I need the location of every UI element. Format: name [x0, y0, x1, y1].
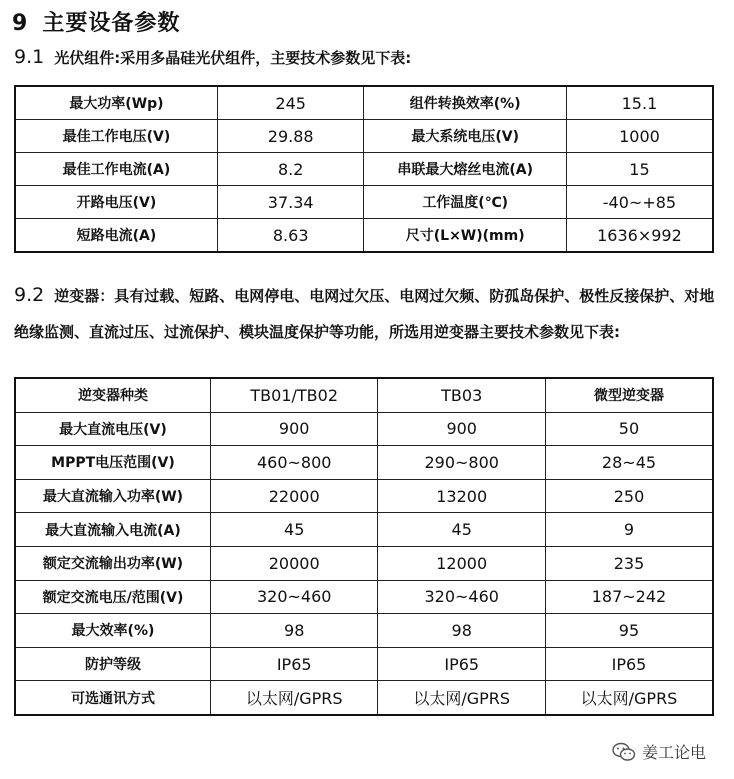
inverter-value-cell: 45: [378, 513, 546, 547]
pv-label-cell: 组件转换效率(%): [364, 86, 566, 120]
inverter-paragraph: [14, 277, 720, 350]
inverter-value-cell: 250: [545, 479, 713, 513]
inverter-label-cell: 最大直流输入功率(W): [15, 479, 210, 513]
pv-value-cell: 29.88: [217, 120, 364, 153]
inverter-value-cell: 20000: [210, 546, 378, 580]
pv-value-cell: 15: [566, 153, 713, 186]
inverter-label-cell: 微型逆变器: [545, 378, 713, 412]
inverter-value-cell: 13200: [378, 479, 546, 513]
section-number: 9: [12, 11, 29, 36]
pv-label-cell: 最佳工作电流(A): [15, 153, 217, 186]
inverter-value-cell: IP65: [545, 647, 713, 681]
pv-value-cell: 1636×992: [566, 219, 713, 253]
inverter-value-cell: 900: [210, 412, 378, 446]
inverter-value-cell: 以太网/GPRS: [545, 681, 713, 715]
inverter-row: [15, 546, 713, 580]
watermark: [612, 740, 706, 763]
pv-subsection-number: 9.1: [14, 46, 45, 68]
inverter-value-cell: 235: [545, 546, 713, 580]
pv-value-cell: 245: [217, 86, 364, 120]
inverter-line-1-text: 逆变器：具有过载、短路、电网停电、电网过欠压、电网过欠频、防孤岛保护、极性反接保护、对地: [54, 287, 715, 305]
pv-label-cell: 尺寸(L×W)(mm): [364, 219, 566, 253]
inverter-value-cell: 以太网/GPRS: [378, 681, 546, 715]
pv-row: [15, 186, 713, 219]
inverter-value-cell: 98: [210, 614, 378, 648]
inverter-label-cell: 可选通讯方式: [15, 681, 210, 715]
inverter-row: [15, 378, 713, 412]
section-heading: [12, 6, 180, 37]
inverter-row: [15, 412, 713, 446]
inverter-value-cell: 28~45: [545, 446, 713, 480]
inverter-label-cell: 防护等级: [15, 647, 210, 681]
inverter-label-cell: 最大直流电压(V): [15, 412, 210, 446]
pv-module-table: [14, 85, 714, 253]
pv-label-cell: 最大系统电压(V): [364, 120, 566, 153]
inverter-row: [15, 681, 713, 715]
pv-value-cell: 1000: [566, 120, 713, 153]
pv-row: [15, 86, 713, 120]
inverter-value-cell: 290~800: [378, 446, 546, 480]
pv-row: [15, 153, 713, 186]
pv-label-cell: 工作温度(℃): [364, 186, 566, 219]
inverter-value-cell: IP65: [210, 647, 378, 681]
inverter-label-cell: 额定交流输出功率(W): [15, 546, 210, 580]
section-title: 主要设备参数: [42, 11, 181, 36]
inverter-label-cell: 额定交流电压/范围(V): [15, 580, 210, 614]
inverter-row: [15, 479, 713, 513]
pv-label-cell: 最佳工作电压(V): [15, 120, 217, 153]
inverter-label-cell: 最大效率(%): [15, 614, 210, 648]
pv-label-cell: 最大功率(Wp): [15, 86, 217, 120]
inverter-row: [15, 614, 713, 648]
inverter-label-cell: 最大直流输入电流(A): [15, 513, 210, 547]
inverter-row: [15, 513, 713, 547]
inverter-value-cell: 以太网/GPRS: [210, 681, 378, 715]
inverter-row: [15, 647, 713, 681]
pv-label-cell: 开路电压(V): [15, 186, 217, 219]
inverter-value-cell: 460~800: [210, 446, 378, 480]
inverter-table: [14, 377, 714, 716]
pv-value-cell: -40~+85: [566, 186, 713, 219]
inverter-value-cell: 98: [378, 614, 546, 648]
inverter-value-cell: IP65: [378, 647, 546, 681]
inverter-row: [15, 446, 713, 480]
pv-value-cell: 8.63: [217, 219, 364, 253]
pv-value-cell: 15.1: [566, 86, 713, 120]
pv-value-cell: 8.2: [217, 153, 364, 186]
inverter-value-cell: 187~242: [545, 580, 713, 614]
pv-subheading: [14, 46, 411, 68]
inverter-value-cell: 9: [545, 513, 713, 547]
pv-label-cell: 串联最大熔丝电流(A): [364, 153, 566, 186]
inverter-line-1: [14, 277, 720, 314]
inverter-subsection-number: 9.2: [14, 284, 45, 306]
inverter-line-2: 绝缘监测、直流过压、过流保护、模块温度保护等功能，所选用逆变器主要技术参数见下表:: [14, 323, 621, 341]
pv-row: [15, 120, 713, 153]
inverter-value-cell: TB01/TB02: [210, 378, 378, 412]
pv-row: [15, 219, 713, 253]
inverter-value-cell: 45: [210, 513, 378, 547]
inverter-value-cell: 900: [378, 412, 546, 446]
watermark-text: 姜工论电: [642, 743, 707, 762]
inverter-value-cell: 95: [545, 614, 713, 648]
inverter-value-cell: 320~460: [378, 580, 546, 614]
inverter-label-cell: 逆变器种类: [15, 378, 210, 412]
pv-value-cell: 37.34: [217, 186, 364, 219]
pv-subheading-text: 光伏组件:采用多晶硅光伏组件，主要技术参数见下表:: [54, 49, 412, 67]
wechat-icon: [612, 742, 636, 762]
inverter-row: [15, 580, 713, 614]
pv-label-cell: 短路电流(A): [15, 219, 217, 253]
inverter-value-cell: 12000: [378, 546, 546, 580]
inverter-value-cell: 320~460: [210, 580, 378, 614]
inverter-value-cell: TB03: [378, 378, 546, 412]
inverter-label-cell: MPPT电压范围(V): [15, 446, 210, 480]
inverter-value-cell: 50: [545, 412, 713, 446]
inverter-value-cell: 22000: [210, 479, 378, 513]
